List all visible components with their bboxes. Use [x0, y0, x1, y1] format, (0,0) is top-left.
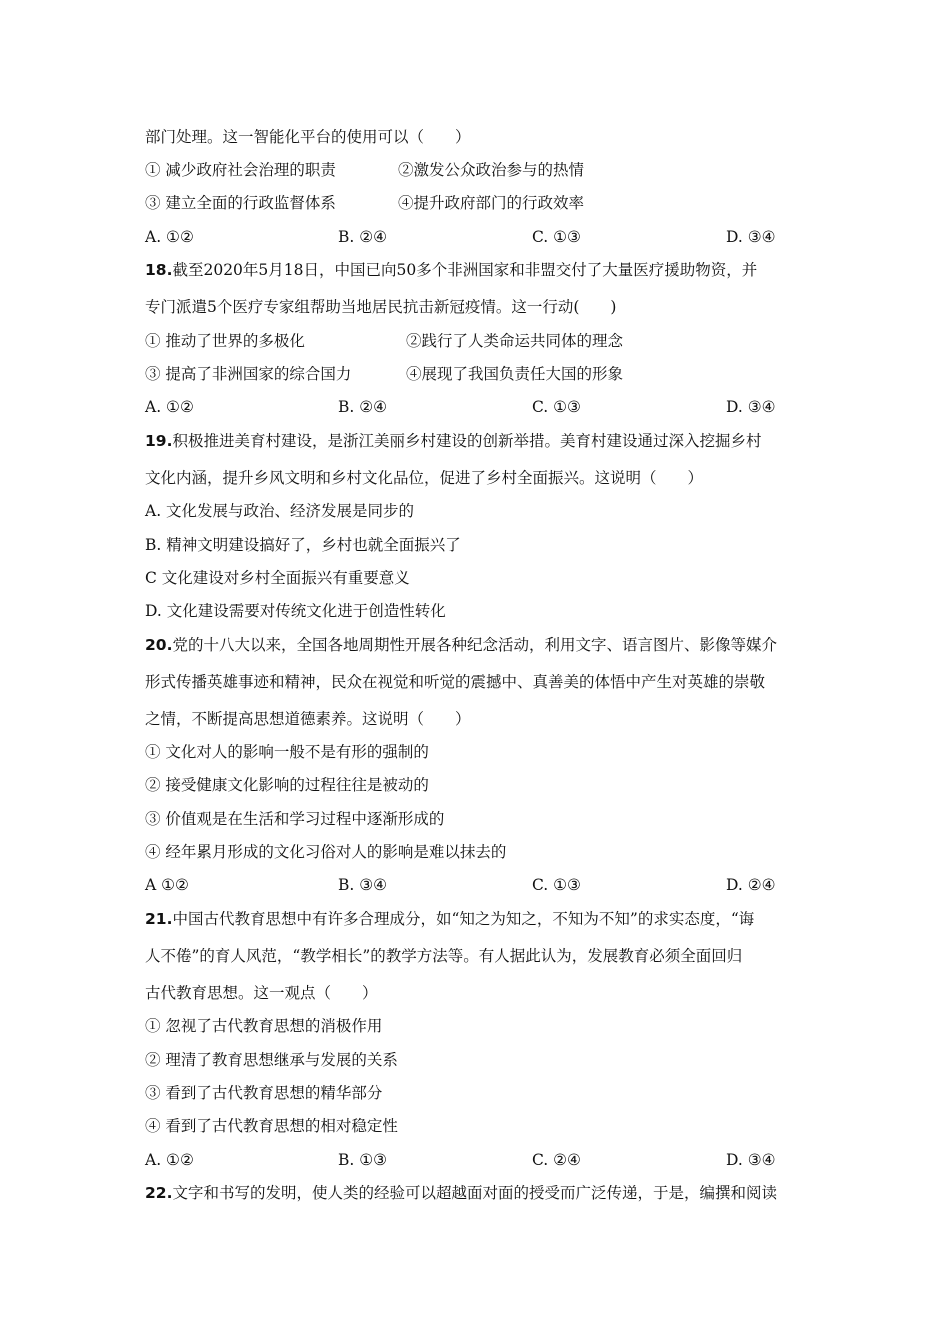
- q20-item-3: ③ 价值观是在生活和学习过程中逐渐形成的: [145, 810, 445, 828]
- q19-option-a[interactable]: A. 文化发展与政治、经济发展是同步的: [145, 502, 415, 520]
- q21-choice-b[interactable]: B. ①③: [338, 1151, 388, 1169]
- q21-item-2: ② 理清了教育思想继承与发展的关系: [145, 1051, 398, 1069]
- q19-option-d[interactable]: D. 文化建设需要对传统文化进于创造性转化: [145, 602, 446, 620]
- q20-stem-line-3: 之情，不断提高思想道德素养。这说明（ ）: [145, 710, 471, 728]
- q18-number: 18.: [145, 261, 173, 279]
- q20-choice-a[interactable]: A ①②: [145, 876, 189, 894]
- q20-choice-c[interactable]: C. ①③: [532, 876, 581, 894]
- q18-choice-b[interactable]: B. ②④: [338, 398, 388, 416]
- q17-stem-tail: 部门处理。这一智能化平台的使用可以（ ）: [145, 128, 471, 146]
- q17-choice-c[interactable]: C. ①③: [532, 228, 581, 246]
- q20-stem-line-2: 形式传播英雄事迹和精神，民众在视觉和听觉的震撼中、真善美的体悟中产生对英雄的崇敬: [145, 673, 766, 691]
- q21-stem-line-1: 21.中国古代教育思想中有许多合理成分，如“知之为知之，不知为不知”的求实态度，“诲: [145, 910, 755, 928]
- q21-item-4: ④ 看到了古代教育思想的相对稳定性: [145, 1117, 398, 1135]
- q18-choice-a[interactable]: A. ①②: [145, 398, 194, 416]
- q20-item-4: ④ 经年累月形成的文化习俗对人的影响是难以抹去的: [145, 843, 507, 861]
- q19-stem-line-1: 19.积极推进美育村建设，是浙江美丽乡村建设的创新举措。美育村建设通过深入挖掘乡村: [145, 432, 762, 450]
- q18-item-4: ④展现了我国负责任大国的形象: [406, 365, 624, 383]
- q18-choice-d[interactable]: D. ③④: [726, 398, 776, 416]
- q21-choice-d[interactable]: D. ③④: [726, 1151, 776, 1169]
- q19-stem-line-2: 文化内涵，提升乡风文明和乡村文化品位，促进了乡村全面振兴。这说明（ ）: [145, 469, 704, 487]
- q20-item-2: ② 接受健康文化影响的过程往往是被动的: [145, 776, 429, 794]
- q17-item-3: ③ 建立全面的行政监督体系: [145, 194, 336, 212]
- q21-item-3: ③ 看到了古代教育思想的精华部分: [145, 1084, 383, 1102]
- q18-item-3: ③ 提高了非洲国家的综合国力: [145, 365, 352, 383]
- q18-item-2: ②践行了人类命运共同体的理念: [406, 332, 624, 350]
- q19-option-c[interactable]: C 文化建设对乡村全面振兴有重要意义: [145, 569, 410, 587]
- q19-option-b[interactable]: B. 精神文明建设搞好了，乡村也就全面振兴了: [145, 536, 461, 554]
- q18-stem-line-2: 专门派遣5个医疗专家组帮助当地居民抗击新冠疫情。这一行动( ): [145, 298, 617, 316]
- q18-item-1: ① 推动了世界的多极化: [145, 332, 305, 350]
- q22-stem-line-1: 22.文字和书写的发明，使人类的经验可以超越面对面的授受而广泛传递，于是，编撰和阅读: [145, 1184, 777, 1202]
- q21-number: 21.: [145, 910, 173, 928]
- q20-choice-d[interactable]: D. ②④: [726, 876, 776, 894]
- q17-item-1: ① 减少政府社会治理的职责: [145, 161, 336, 179]
- q20-choice-b[interactable]: B. ③④: [338, 876, 388, 894]
- q18-choice-c[interactable]: C. ①③: [532, 398, 581, 416]
- q21-stem-line-2: 人不倦”的育人风范，“教学相长”的教学方法等。有人据此认为，发展教育必须全面回归: [145, 947, 743, 965]
- q17-choice-a[interactable]: A. ①②: [145, 228, 194, 246]
- q19-number: 19.: [145, 432, 173, 450]
- q17-choice-b[interactable]: B. ②④: [338, 228, 388, 246]
- q22-number: 22.: [145, 1184, 173, 1202]
- q20-number: 20.: [145, 636, 173, 654]
- q17-choice-d[interactable]: D. ③④: [726, 228, 776, 246]
- q17-item-4: ④提升政府部门的行政效率: [398, 194, 585, 212]
- q20-item-1: ① 文化对人的影响一般不是有形的强制的: [145, 743, 429, 761]
- q18-stem-line-1: 18.截至2020年5月18日，中国已向50多个非洲国家和非盟交付了大量医疗援助物资，并: [145, 261, 758, 279]
- q20-stem-line-1: 20.党的十八大以来，全国各地周期性开展各种纪念活动，利用文字、语言图片、影像等媒介: [145, 636, 777, 654]
- q17-item-2: ②激发公众政治参与的热情: [398, 161, 585, 179]
- q21-choice-c[interactable]: C. ②④: [532, 1151, 581, 1169]
- q21-item-1: ① 忽视了古代教育思想的消极作用: [145, 1017, 383, 1035]
- q21-stem-line-3: 古代教育思想。这一观点（ ）: [145, 984, 378, 1002]
- q21-choice-a[interactable]: A. ①②: [145, 1151, 194, 1169]
